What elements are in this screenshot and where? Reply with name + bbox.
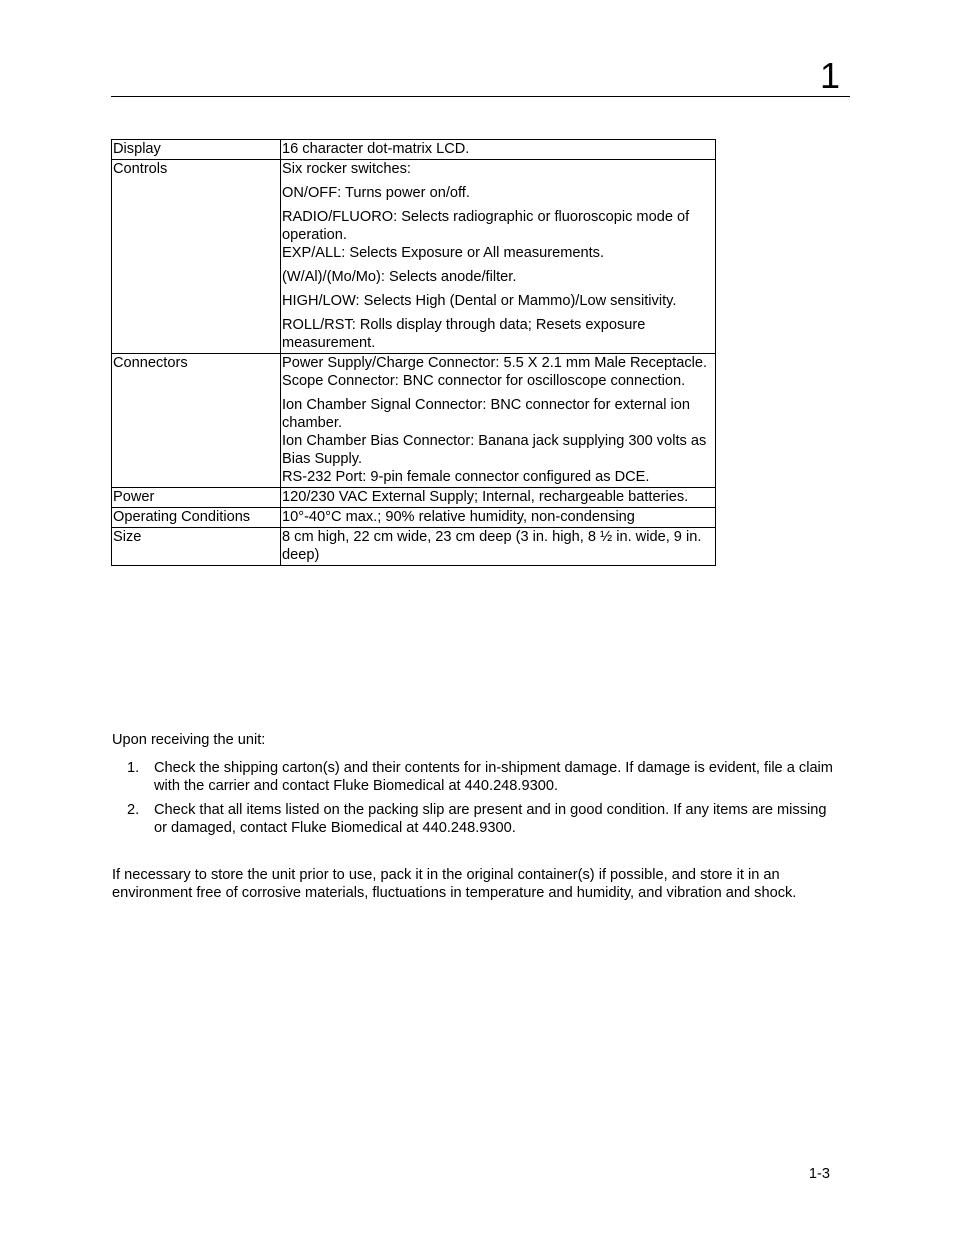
table-row	[112, 488, 716, 508]
spec-line: RS-232 Port: 9-pin female connector configured as DCE.	[282, 469, 650, 485]
list-item	[112, 801, 837, 837]
spec-label: Connectors	[112, 354, 281, 488]
spec-line: Ion Chamber Bias Connector: Banana jack supplying 300 volts as Bias Supply.	[282, 433, 707, 467]
spec-line: (W/Al)/(Mo/Mo): Selects anode/filter.	[282, 269, 517, 285]
spec-value	[281, 160, 716, 354]
storage-paragraph: If necessary to store the unit prior to use, pack it in the original container(s) if possible, and store it in an environment free of corrosive materials, fluctuations in temperature and humidity, and vibration and shock.	[112, 867, 797, 901]
header-rule	[111, 96, 850, 97]
spec-line: RADIO/FLUORO: Selects radiographic or fluoroscopic mode of operation.	[282, 209, 690, 243]
spec-line: Six rocker switches:	[282, 161, 411, 177]
spec-label: Power	[112, 488, 281, 508]
spec-value	[281, 354, 716, 488]
spec-value	[281, 528, 716, 566]
table-row	[112, 140, 716, 160]
spec-line: ON/OFF: Turns power on/off.	[282, 185, 470, 201]
spec-line: ROLL/RST: Rolls display through data; Resets exposure measurement.	[282, 317, 646, 351]
spec-line: 16 character dot-matrix LCD.	[282, 141, 470, 157]
spec-label: Controls	[112, 160, 281, 354]
spec-value	[281, 140, 716, 160]
spec-line: 8 cm high, 22 cm wide, 23 cm deep (3 in. high, 8 ½ in. wide, 9 in. deep)	[282, 529, 702, 563]
step-text: Check that all items listed on the packing slip are present and in good condition. If any items are missing or damaged, contact Fluke Biomedical at 440.248.9300.	[154, 802, 827, 836]
spec-line: EXP/ALL: Selects Exposure or All measurements.	[282, 245, 605, 261]
step-number: 1.	[127, 760, 140, 776]
receiving-intro: Upon receiving the unit:	[112, 732, 266, 748]
spec-line: 10°-40°C max.; 90% relative humidity, non-condensing	[282, 509, 635, 525]
table-row	[112, 528, 716, 566]
table-row	[112, 160, 716, 354]
spec-label: Size	[112, 528, 281, 566]
spec-line: 120/230 VAC External Supply; Internal, rechargeable batteries.	[282, 489, 689, 505]
spec-line: Scope Connector: BNC connector for oscilloscope connection.	[282, 373, 686, 389]
chapter-number: 1	[819, 55, 840, 96]
step-number: 2.	[127, 802, 140, 818]
spec-label: Operating Conditions	[112, 508, 281, 528]
page-number: 1-3	[808, 1166, 830, 1182]
table-row	[112, 508, 716, 528]
spec-value	[281, 508, 716, 528]
spec-line: Ion Chamber Signal Connector: BNC connector for external ion chamber.	[282, 397, 691, 431]
list-item	[112, 759, 837, 795]
spec-line: HIGH/LOW: Selects High (Dental or Mammo)/Low sensitivity.	[282, 293, 677, 309]
receiving-steps	[112, 759, 837, 843]
table-row	[112, 354, 716, 488]
spec-label: Display	[112, 140, 281, 160]
spec-value	[281, 488, 716, 508]
step-text: Check the shipping carton(s) and their contents for in-shipment damage. If damage is evident, file a claim with the carrier and contact Fluke Biomedical at 440.248.9300.	[154, 760, 833, 794]
specifications-table	[111, 139, 716, 566]
spec-line: Power Supply/Charge Connector: 5.5 X 2.1 mm Male Receptacle.	[282, 355, 708, 371]
